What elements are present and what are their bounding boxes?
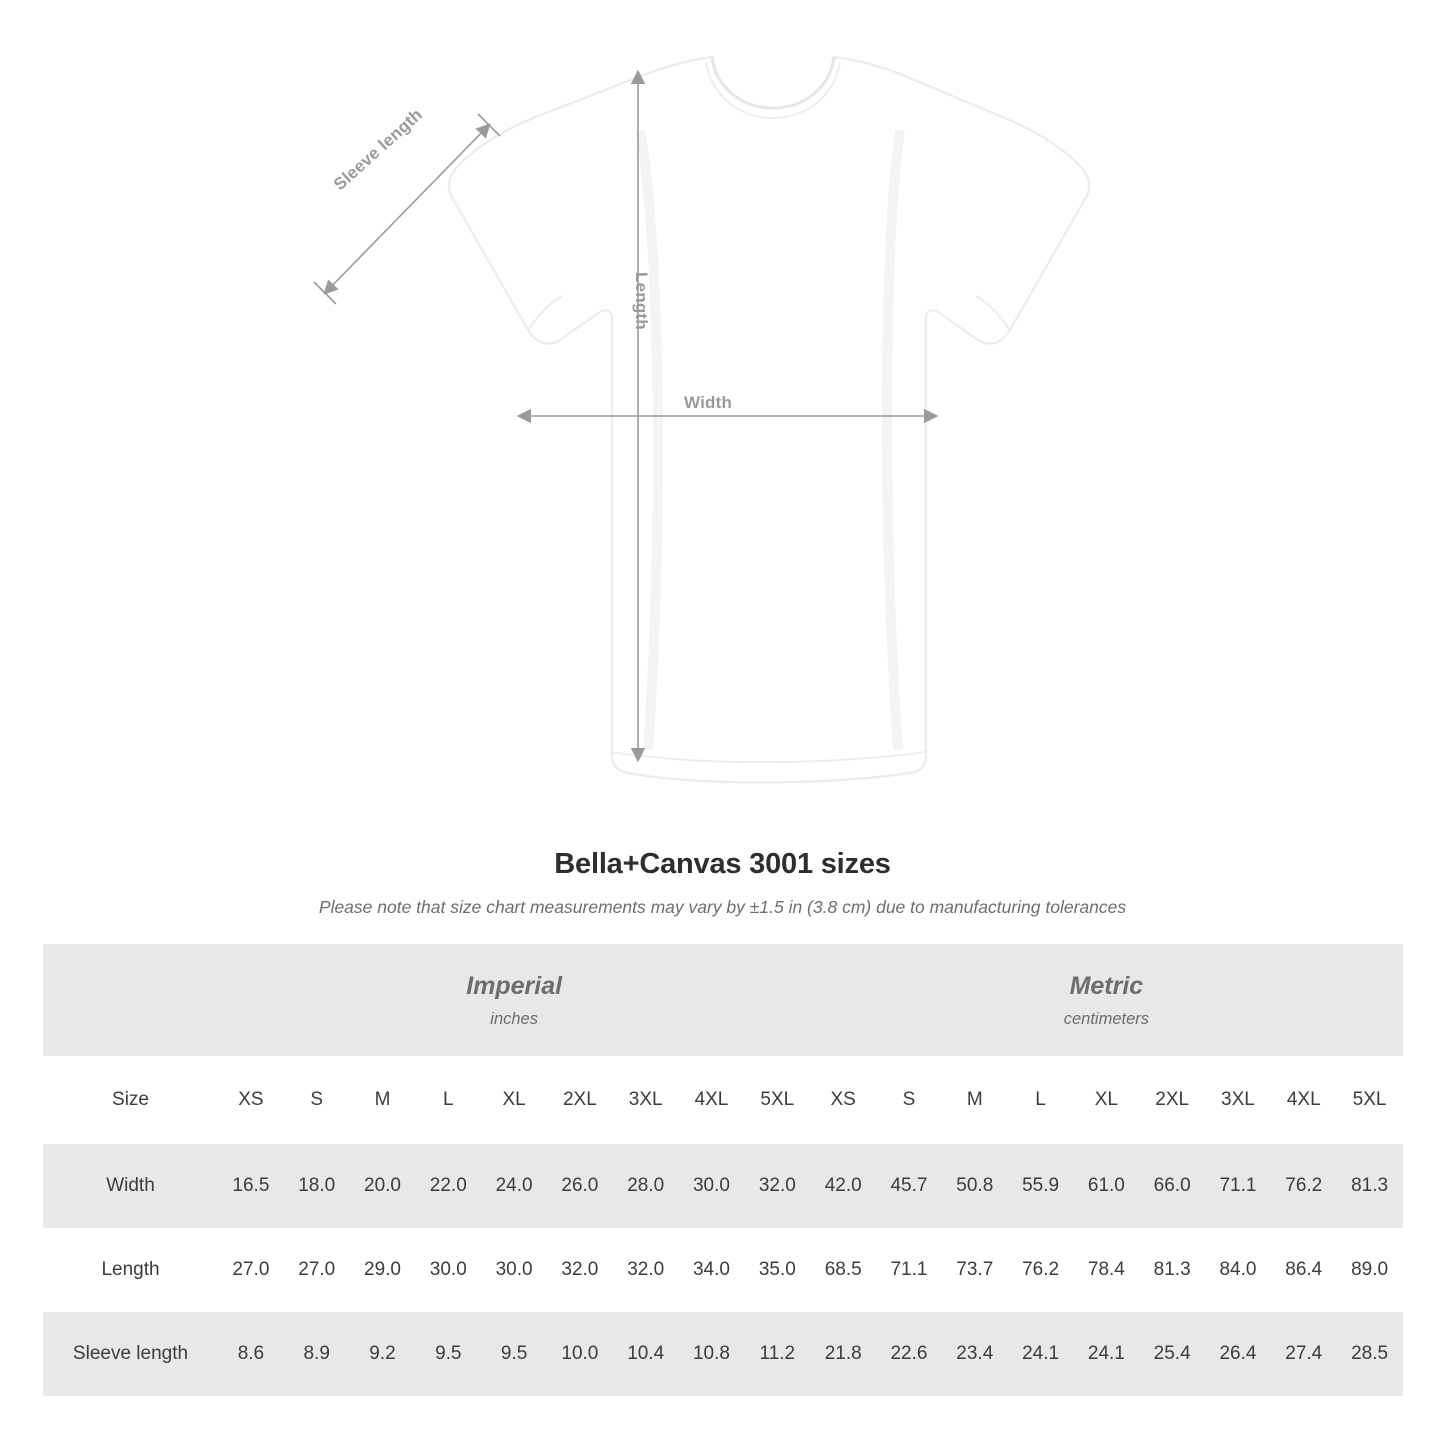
cell-sleeve-14: 25.4: [1139, 1312, 1205, 1396]
size-col-5xl-imperial: 5XL: [744, 1056, 810, 1144]
size-col-xl-metric: XL: [1073, 1056, 1139, 1144]
cell-sleeve-1: 8.9: [284, 1312, 350, 1396]
cell-length-3: 30.0: [415, 1228, 481, 1312]
row-header-size: Size: [43, 1056, 218, 1144]
size-col-3xl-metric: 3XL: [1205, 1056, 1271, 1144]
cell-sleeve-15: 26.4: [1205, 1312, 1271, 1396]
cell-sleeve-7: 10.8: [679, 1312, 745, 1396]
unit-header-row: [43, 944, 1403, 1056]
width-label: Width: [676, 393, 740, 413]
cell-length-13: 78.4: [1073, 1228, 1139, 1312]
chart-heading: [0, 848, 1445, 918]
cell-length-5: 32.0: [547, 1228, 613, 1312]
cell-sleeve-4: 9.5: [481, 1312, 547, 1396]
size-table-wrapper: [43, 944, 1402, 1396]
cell-sleeve-17: 28.5: [1337, 1312, 1403, 1396]
unit-group-metric-name: Metric: [1069, 972, 1144, 1001]
cell-sleeve-2: 9.2: [350, 1312, 416, 1396]
size-col-xs-imperial: XS: [218, 1056, 284, 1144]
sleeve-length-label: Sleeve length: [330, 104, 427, 195]
chart-note: Please note that size chart measurements may vary by ±1.5 in (3.8 cm) due to manufacturing tolerances: [318, 897, 1127, 917]
cell-length-9: 68.5: [810, 1228, 876, 1312]
cell-width-1: 18.0: [284, 1144, 350, 1228]
cell-length-7: 34.0: [679, 1228, 745, 1312]
cell-sleeve-11: 23.4: [942, 1312, 1008, 1396]
cell-width-2: 20.0: [350, 1144, 416, 1228]
cell-length-16: 86.4: [1271, 1228, 1337, 1312]
cell-length-17: 89.0: [1337, 1228, 1403, 1312]
unit-group-metric-unit: centimeters: [1063, 1009, 1150, 1028]
chart-title: Bella+Canvas 3001 sizes: [554, 848, 891, 880]
row-label-length: Length: [43, 1228, 218, 1312]
cell-width-16: 76.2: [1271, 1144, 1337, 1228]
cell-width-17: 81.3: [1337, 1144, 1403, 1228]
cell-length-0: 27.0: [218, 1228, 284, 1312]
cell-length-15: 84.0: [1205, 1228, 1271, 1312]
size-col-4xl-imperial: 4XL: [679, 1056, 745, 1144]
cell-length-1: 27.0: [284, 1228, 350, 1312]
cell-width-7: 30.0: [679, 1144, 745, 1228]
cell-sleeve-8: 11.2: [744, 1312, 810, 1396]
cell-sleeve-0: 8.6: [218, 1312, 284, 1396]
cell-sleeve-6: 10.4: [613, 1312, 679, 1396]
cell-length-14: 81.3: [1139, 1228, 1205, 1312]
size-col-2xl-imperial: 2XL: [547, 1056, 613, 1144]
cell-width-9: 42.0: [810, 1144, 876, 1228]
size-col-s-metric: S: [876, 1056, 942, 1144]
size-header-row: [43, 1056, 1403, 1144]
cell-length-11: 73.7: [942, 1228, 1008, 1312]
cell-width-15: 71.1: [1205, 1144, 1271, 1228]
cell-width-5: 26.0: [547, 1144, 613, 1228]
cell-width-10: 45.7: [876, 1144, 942, 1228]
cell-sleeve-16: 27.4: [1271, 1312, 1337, 1396]
cell-width-8: 32.0: [744, 1144, 810, 1228]
cell-length-4: 30.0: [481, 1228, 547, 1312]
cell-width-6: 28.0: [613, 1144, 679, 1228]
size-col-s-imperial: S: [284, 1056, 350, 1144]
tshirt-shape: [449, 57, 1089, 782]
table-row-sleeve-length: [43, 1312, 1403, 1396]
size-table: [43, 944, 1403, 1396]
cell-width-4: 24.0: [481, 1144, 547, 1228]
cell-sleeve-9: 21.8: [810, 1312, 876, 1396]
size-col-5xl-metric: 5XL: [1337, 1056, 1403, 1144]
unit-header-spacer: [43, 944, 218, 1056]
cell-width-3: 22.0: [415, 1144, 481, 1228]
cell-length-10: 71.1: [876, 1228, 942, 1312]
cell-width-13: 61.0: [1073, 1144, 1139, 1228]
row-label-width: Width: [43, 1144, 218, 1228]
size-col-l-metric: L: [1008, 1056, 1074, 1144]
cell-width-12: 55.9: [1008, 1144, 1074, 1228]
size-col-xs-metric: XS: [810, 1056, 876, 1144]
cell-sleeve-13: 24.1: [1073, 1312, 1139, 1396]
table-row-width: [43, 1144, 1403, 1228]
cell-width-14: 66.0: [1139, 1144, 1205, 1228]
unit-group-imperial: [218, 944, 810, 1056]
cell-sleeve-10: 22.6: [876, 1312, 942, 1396]
cell-sleeve-5: 10.0: [547, 1312, 613, 1396]
unit-group-metric: [810, 944, 1402, 1056]
size-col-m-imperial: M: [350, 1056, 416, 1144]
size-col-l-imperial: L: [415, 1056, 481, 1144]
cell-length-8: 35.0: [744, 1228, 810, 1312]
unit-group-imperial-unit: inches: [490, 1009, 538, 1028]
size-col-3xl-imperial: 3XL: [613, 1056, 679, 1144]
size-col-4xl-metric: 4XL: [1271, 1056, 1337, 1144]
size-col-m-metric: M: [942, 1056, 1008, 1144]
cell-width-0: 16.5: [218, 1144, 284, 1228]
cell-length-6: 32.0: [613, 1228, 679, 1312]
row-label-sleeve-length: Sleeve length: [43, 1312, 218, 1396]
unit-group-imperial-name: Imperial: [466, 972, 563, 1001]
cell-width-11: 50.8: [942, 1144, 1008, 1228]
size-col-2xl-metric: 2XL: [1139, 1056, 1205, 1144]
cell-sleeve-12: 24.1: [1008, 1312, 1074, 1396]
cell-sleeve-3: 9.5: [415, 1312, 481, 1396]
size-col-xl-imperial: XL: [481, 1056, 547, 1144]
cell-length-2: 29.0: [350, 1228, 416, 1312]
table-row-length: [43, 1228, 1403, 1312]
length-label: Length: [632, 272, 651, 330]
cell-length-12: 76.2: [1008, 1228, 1074, 1312]
